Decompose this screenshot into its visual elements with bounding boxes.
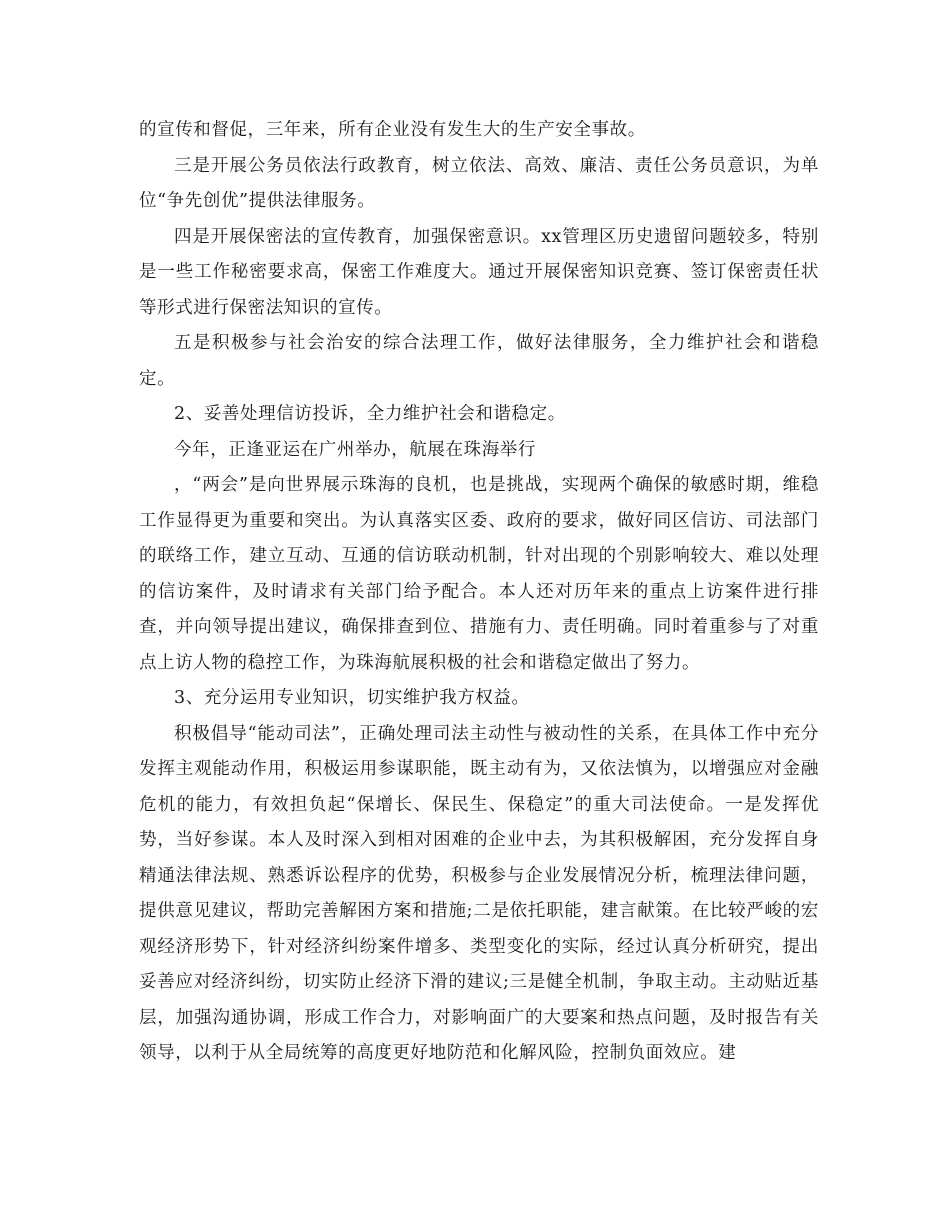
paragraph-5: 2、妥善处理信访投诉，全力维护社会和谐稳定。 bbox=[174, 404, 566, 424]
paragraph-9: 积极倡导“能动司法”，正确处理司法主动性与被动性的关系，在具体工作中充分发挥主观能动作用，积极运用参谋职能，既主动有为，又依法慎为，以增强应对金融危机的能力，有效担负起“保增长、保民生、保稳定”的重大司法使命。一是发挥优势，当好参谋。本人及时深入到相对困难的企业中去，为其积极解困，充分发挥自身精通法律法规、熟悉诉讼程序的优势，积极参与企业发展情况分析，梳理法律问题，提供意见建议，帮助完善解困方案和措施;二是依托职能，建言献策。在比较严峻的宏观经济形势下，针对经济纠纷案件增多、类型变化的实际，经过认真分析研究，提出妥善应对经济纠纷，切实防止经济下滑的建议;三是健全机制，争取主动。主动贴近基层，加强沟通协调，形成工作合力，对影响面广的大要案和热点问题，及时报告有关领导，以利于从全局统筹的高度更好地防范和化解风险，控制负面效应。建 bbox=[139, 723, 819, 1063]
paragraph-2: 三是开展公务员依法行政教育，树立依法、高效、廉洁、责任公务员意识，为单位“争先创优”提供法律服务。 bbox=[139, 155, 819, 211]
paragraph-4: 五是积极参与社会治安的综合法理工作，做好法律服务，全力维护社会和谐稳定。 bbox=[139, 333, 819, 389]
document-body bbox=[139, 113, 819, 1072]
paragraph-1: 的宣传和督促，三年来，所有企业没有发生大的生产安全事故。 bbox=[139, 120, 646, 140]
paragraph-3: 四是开展保密法的宣传教育，加强保密意识。xx管理区历史遗留问题较多，特别是一些工作秘密要求高，保密工作难度大。通过开展保密知识竞赛、签订保密责任状等形式进行保密法知识的宣传。 bbox=[139, 226, 819, 318]
paragraph-6: 今年，正逢亚运在广州举办，航展在珠海举行 bbox=[174, 439, 536, 460]
paragraph-7: ，“两会”是向世界展示珠海的良机，也是挑战，实现两个确保的敏感时期，维稳工作显得更为重要和突出。为认真落实区委、政府的要求，做好同区信访、司法部门的联络工作，建立互动、互通的信访联动机制，针对出现的个别影响较大、难以处理的信访案件，及时请求有关部门给予配合。本人还对历年来的重点上访案件进行排查，并向领导提出建议，确保排查到位、措施有力、责任明确。同时着重参与了对重点上访人物的稳控工作，为珠海航展积极的社会和谐稳定做出了努力。 bbox=[139, 475, 819, 673]
paragraph-8: 3、充分运用专业知识，切实维护我方权益。 bbox=[174, 688, 530, 708]
